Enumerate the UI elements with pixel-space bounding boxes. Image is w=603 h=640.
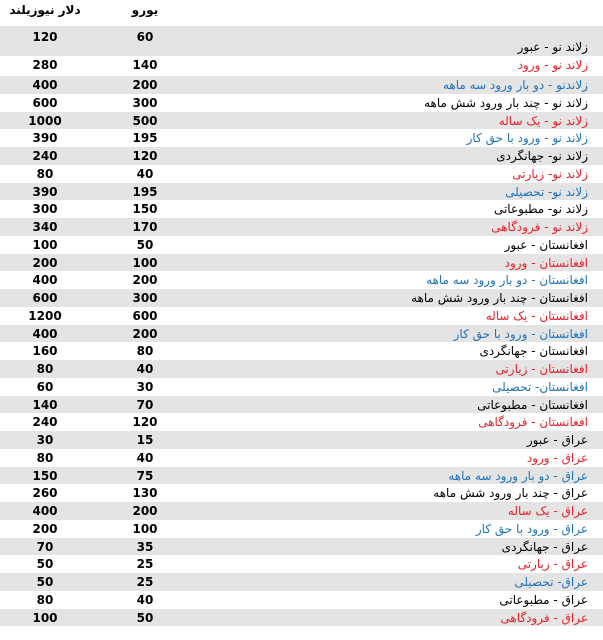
eur-cell[interactable]: 25 <box>136 557 154 572</box>
nzd-cell[interactable]: 240 <box>32 415 58 430</box>
eur-cell[interactable]: 170 <box>132 220 158 234</box>
visa-type-cell[interactable]: زلاند نو- زیارتی <box>512 166 588 181</box>
visa-type-cell[interactable]: زلاند نو- تحصیلی <box>505 184 588 199</box>
visa-type-cell[interactable]: عراق- تحصیلی <box>514 575 588 589</box>
visa-type-cell[interactable]: عراق - جهانگردی <box>501 539 588 554</box>
header-eur[interactable]: یورو <box>131 3 159 17</box>
eur-cell[interactable]: 200 <box>132 78 158 92</box>
visa-type-cell[interactable]: افغانستان - چند بار ورود شش ماهه <box>411 291 588 305</box>
visa-type-cell[interactable]: عراق - یک ساله <box>507 504 588 518</box>
eur-cell[interactable]: 600 <box>132 308 158 323</box>
nzd-cell[interactable]: 1200 <box>28 308 62 323</box>
nzd-cell[interactable]: 300 <box>32 202 58 217</box>
table-row[interactable] <box>0 360 603 378</box>
eur-cell[interactable]: 300 <box>132 95 158 110</box>
eur-cell[interactable]: 100 <box>132 255 158 270</box>
table-row[interactable] <box>0 555 603 573</box>
nzd-cell[interactable]: 240 <box>32 149 58 163</box>
table-row[interactable] <box>0 538 603 556</box>
nzd-cell[interactable]: 400 <box>32 504 58 518</box>
visa-type-cell[interactable]: عراق - دو بار ورود سه ماهه <box>448 468 588 483</box>
table-row[interactable] <box>0 254 603 272</box>
visa-type-cell[interactable]: عراق - ورود با حق کار <box>475 521 588 536</box>
eur-cell[interactable]: 150 <box>132 202 158 217</box>
visa-type-cell[interactable]: افغانستان - ورود <box>504 255 588 270</box>
table-row[interactable] <box>0 112 603 130</box>
nzd-cell[interactable]: 400 <box>32 78 58 92</box>
nzd-cell[interactable]: 80 <box>36 450 54 465</box>
nzd-cell[interactable]: 60 <box>36 379 54 394</box>
header-row <box>0 0 603 21</box>
eur-cell[interactable]: 40 <box>136 450 154 465</box>
visa-type-cell[interactable]: عراق - ورود <box>526 450 588 465</box>
nzd-cell[interactable]: 160 <box>32 344 58 359</box>
visa-type-cell[interactable]: زلاند نو- مطبوعاتی <box>493 202 588 217</box>
eur-cell[interactable]: 195 <box>132 184 158 199</box>
eur-cell[interactable]: 40 <box>136 166 154 181</box>
nzd-cell[interactable]: 150 <box>32 468 58 483</box>
visa-type-cell[interactable]: زلاند نو - ورود با حق کار <box>466 131 588 146</box>
nzd-cell[interactable]: 1000 <box>28 113 62 128</box>
table-row[interactable] <box>0 271 603 289</box>
visa-type-cell[interactable]: عراق - مطبوعاتی <box>499 592 588 607</box>
table-row[interactable] <box>0 200 603 218</box>
nzd-cell[interactable]: 390 <box>32 131 58 146</box>
eur-cell[interactable]: 100 <box>132 521 158 536</box>
visa-type-cell[interactable]: افغانستان - مطبوعاتی <box>477 397 588 412</box>
nzd-cell[interactable]: 140 <box>32 397 58 412</box>
visa-type-cell[interactable]: افغانستان - فرودگاهی <box>478 415 588 430</box>
nzd-cell[interactable]: 50 <box>36 575 54 589</box>
nzd-cell[interactable]: 390 <box>32 184 58 199</box>
nzd-cell[interactable]: 400 <box>32 326 58 341</box>
visa-type-cell[interactable]: عراق - زیارتی <box>517 557 588 572</box>
visa-type-cell[interactable]: عراق - عبور <box>526 433 588 447</box>
table-row[interactable] <box>0 236 603 254</box>
nzd-cell[interactable]: 200 <box>32 521 58 536</box>
nzd-cell[interactable]: 600 <box>32 291 58 305</box>
table-row[interactable] <box>0 325 603 343</box>
nzd-cell[interactable]: 260 <box>32 486 58 501</box>
eur-cell[interactable]: 195 <box>132 131 158 146</box>
eur-cell[interactable]: 40 <box>136 362 154 376</box>
table-row[interactable] <box>0 449 603 467</box>
visa-type-cell[interactable]: افغانستان - جهانگردی <box>479 344 588 359</box>
table-row[interactable] <box>0 520 603 538</box>
visa-type-cell[interactable]: زلاندنو - دو بار ورود سه ماهه <box>442 78 588 92</box>
visa-type-cell[interactable]: عراق - چند بار ورود شش ماهه <box>433 486 588 501</box>
table-row[interactable] <box>0 165 603 183</box>
eur-cell[interactable]: 70 <box>136 397 154 412</box>
eur-cell[interactable]: 120 <box>132 415 158 430</box>
visa-type-cell[interactable]: زلاند نو - عبور <box>517 40 588 54</box>
table-row[interactable] <box>0 218 603 236</box>
eur-cell[interactable]: 50 <box>136 237 154 252</box>
eur-cell[interactable]: 60 <box>136 30 154 44</box>
table-row[interactable] <box>0 129 603 147</box>
eur-cell[interactable]: 200 <box>132 504 158 518</box>
eur-cell[interactable]: 25 <box>136 575 154 589</box>
visa-type-cell[interactable]: زلاند نو - فرودگاهی <box>491 220 588 234</box>
nzd-cell[interactable]: 80 <box>36 362 54 376</box>
table-row[interactable] <box>0 573 603 591</box>
eur-cell[interactable]: 500 <box>132 113 158 128</box>
eur-cell[interactable]: 30 <box>136 379 154 394</box>
table-row[interactable] <box>0 484 603 502</box>
table-row[interactable] <box>0 26 603 56</box>
visa-type-cell[interactable]: افغانستان- تحصیلی <box>492 379 588 394</box>
eur-cell[interactable]: 200 <box>132 273 158 288</box>
nzd-cell[interactable]: 80 <box>36 166 54 181</box>
eur-cell[interactable]: 140 <box>132 58 158 72</box>
visa-type-cell[interactable]: افغانستان - زیارتی <box>495 362 588 376</box>
visa-type-cell[interactable]: زلاند نو- جهانگردی <box>496 149 588 163</box>
table-row[interactable] <box>0 502 603 520</box>
nzd-cell[interactable]: 30 <box>36 433 54 447</box>
eur-cell[interactable]: 50 <box>136 610 154 625</box>
table-row[interactable] <box>0 342 603 360</box>
eur-cell[interactable]: 130 <box>132 486 158 501</box>
table-row[interactable] <box>0 413 603 431</box>
eur-cell[interactable]: 200 <box>132 326 158 341</box>
nzd-cell[interactable]: 200 <box>32 255 58 270</box>
table-row[interactable] <box>0 609 603 627</box>
visa-type-cell[interactable]: افغانستان - ورود با حق کار <box>453 326 588 341</box>
table-row[interactable] <box>0 56 603 76</box>
table-row[interactable] <box>0 307 603 325</box>
eur-cell[interactable]: 80 <box>136 344 154 359</box>
nzd-cell[interactable]: 120 <box>32 30 58 44</box>
visa-type-cell[interactable]: افغانستان - عبور <box>504 237 588 252</box>
nzd-cell[interactable]: 50 <box>36 557 54 572</box>
nzd-cell[interactable]: 280 <box>32 58 58 72</box>
header-nzd[interactable]: دلار نیوزیلند <box>9 3 81 17</box>
eur-cell[interactable]: 40 <box>136 592 154 607</box>
table-row[interactable] <box>0 378 603 396</box>
nzd-cell[interactable]: 80 <box>36 592 54 607</box>
eur-cell[interactable]: 35 <box>136 539 154 554</box>
eur-cell[interactable]: 300 <box>132 291 158 305</box>
nzd-cell[interactable]: 340 <box>32 220 58 234</box>
visa-type-cell[interactable]: زلاند نو - ورود <box>517 58 588 72</box>
visa-type-cell[interactable]: افغانستان - دو بار ورود سه ماهه <box>426 273 588 288</box>
eur-cell[interactable]: 75 <box>136 468 154 483</box>
nzd-cell[interactable]: 70 <box>36 539 54 554</box>
visa-type-cell[interactable]: عراق - فرودگاهی <box>500 610 588 625</box>
visa-type-cell[interactable]: افغانستان - یک ساله <box>485 308 588 323</box>
table-row[interactable] <box>0 591 603 609</box>
table-row[interactable] <box>0 289 603 307</box>
table-row[interactable] <box>0 431 603 449</box>
nzd-cell[interactable]: 100 <box>32 237 58 252</box>
nzd-cell[interactable]: 100 <box>32 610 58 625</box>
visa-type-cell[interactable]: زلاند نو - یک ساله <box>498 113 588 128</box>
table-row[interactable] <box>0 147 603 165</box>
table-row[interactable] <box>0 94 603 112</box>
visa-type-cell[interactable]: زلاند نو - چند بار ورود شش ماهه <box>424 95 588 110</box>
table-row[interactable] <box>0 183 603 201</box>
eur-cell[interactable]: 120 <box>132 149 158 163</box>
eur-cell[interactable]: 15 <box>136 433 154 447</box>
table-row[interactable] <box>0 396 603 414</box>
table-row[interactable] <box>0 76 603 94</box>
table-row[interactable] <box>0 467 603 485</box>
nzd-cell[interactable]: 600 <box>32 95 58 110</box>
nzd-cell[interactable]: 400 <box>32 273 58 288</box>
